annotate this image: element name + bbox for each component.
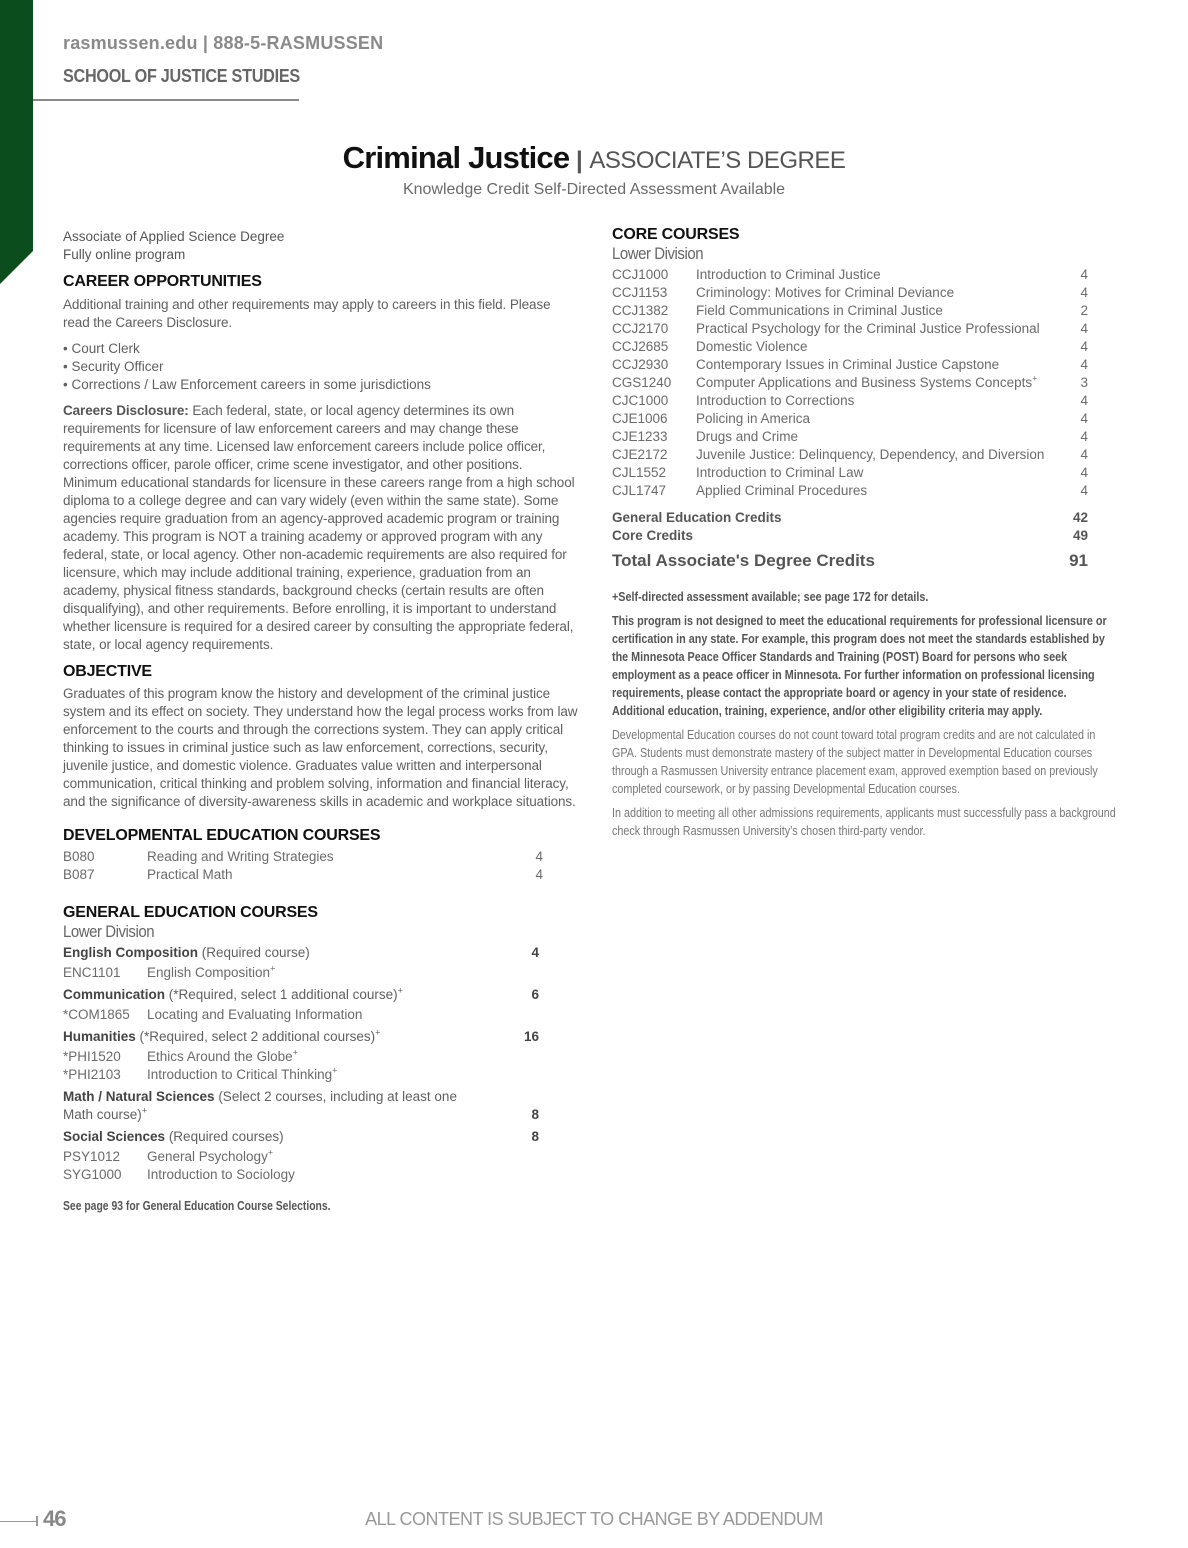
total-credits-label: Total Associate's Degree Credits [612,551,875,570]
core-credits-value: 49 [1072,528,1088,543]
course-row [63,1006,539,1024]
course-credits: 4 [1080,483,1088,498]
career-item: • Court Clerk [63,341,140,356]
course-credits: 4 [1080,411,1088,426]
course-name: Juvenile Justice: Delinquency, Dependency, and Diversion [696,447,1045,462]
course-code: SYG1000 [63,1167,122,1182]
gened-division: Lower Division [63,922,155,941]
title-separator: | [569,147,590,174]
footer-disclaimer: ALL CONTENT IS SUBJECT TO CHANGE BY ADDENDUM [365,1509,823,1529]
course-code: CJL1747 [612,483,667,498]
group-desc: (Required course) [198,945,310,960]
course-row [612,374,1088,392]
careers-disclosure [63,402,578,654]
disclosure-label: Careers Disclosure: [63,403,189,418]
self-directed-mark: + [397,985,403,996]
objective-text: Graduates of this program know the history and development of the criminal justice system and its effect on society. They understand how the legal process works from law enforcement to the courts and through the corrections system. They can apply critical thinking to issues in criminal justice such as law enforcement, corrections, security, juvenile justice, and domestic violence. Graduates value written and interpersonal communication, critical thinking and problem solving, information and financial literacy, and the significance of diversity-awareness skills in academic and workplace situations. [63,686,578,809]
course-code: CCJ2930 [612,357,669,372]
course-code: CJC1000 [612,393,669,408]
course-row [612,266,1088,284]
self-directed-mark: + [1032,373,1038,384]
course-name: Policing in America [696,411,811,426]
course-name: Domestic Violence [696,339,808,354]
credit-summary [612,509,1088,571]
course-name: Introduction to Criminal Justice [696,267,881,282]
course-row [612,464,1088,482]
group-desc: (*Required, select 1 additional course) [165,987,398,1002]
group-desc-cont: Math course) [63,1107,142,1122]
course-name: Computer Applications and Business Systems Concepts [696,375,1033,390]
course-name: Ethics Around the Globe [147,1049,293,1064]
course-name: Introduction to Corrections [696,393,855,408]
site-contact: rasmussen.edu | 888-5-RASMUSSEN [63,33,384,53]
career-item: • Security Officer [63,359,164,374]
course-credits: 4 [1080,357,1088,372]
gened-group-humanities [63,1028,539,1046]
course-name: Criminology: Motives for Criminal Deviance [696,285,955,300]
course-code: CJE1233 [612,429,668,444]
page-title [0,140,1188,176]
group-credits: 16 [523,1029,539,1044]
core-credits-label: Core Credits [612,528,694,543]
course-row [63,964,539,982]
course-name: Introduction to Criminal Law [696,465,864,480]
course-code: B080 [63,849,95,864]
background-check-note: In addition to meeting all other admissions requirements, applicants must successfully pass a background check through Rasmussen University’s chosen third-party vendor. [612,805,1116,838]
course-name: Contemporary Issues in Criminal Justice Capstone [696,357,1000,372]
delivery-mode: Fully online program [63,247,186,262]
group-desc: (Required courses) [165,1129,284,1144]
course-code: PSY1012 [63,1149,121,1164]
course-row [612,356,1088,374]
course-name: General Psychology [147,1149,268,1164]
group-name: Social Sciences [63,1129,166,1144]
objective-heading: OBJECTIVE [63,663,152,680]
course-row [612,338,1088,356]
course-credits: 2 [1080,303,1088,318]
course-row [63,1148,539,1166]
total-credits-value: 91 [1069,551,1088,570]
gened-groups [63,944,539,1184]
course-credits: 4 [535,867,543,882]
disclosure-text: Each federal, state, or local agency determines its own requirements for licensure of law enforcement careers and may change these requirements at any time. Licensed law enforcement careers include police officer, corrections officer, parole officer, crime scene investigator, and other positions. Minimum educational standards for licensure in these careers range from a high school diploma to a college degree and can vary widely (even within the same state). Some agencies require graduation from an agency-approved academic program or training academy. This program is NOT a training academy or approved program with any federal, state, or local agency. Other non-academic requirements are also required for licensure, which may include additional training, experience, graduation from an academy, physical fitness standards, background checks (certain results are often disqualifying), and other requirements. Before enrolling, it is important to understand whether licensure is required for a desired career by consulting the appropriate federal, state, or local agency requirements. [63,403,575,652]
right-column [612,226,1122,840]
course-row [612,446,1088,464]
course-row [612,320,1088,338]
career-item: • Corrections / Law Enforcement careers in some jurisdictions [63,377,431,392]
career-heading: CAREER OPPORTUNITIES [63,273,262,290]
group-name: Communication [63,987,166,1002]
course-code: CCJ2170 [612,321,669,336]
course-name: Locating and Evaluating Information [147,1007,363,1022]
course-code: *PHI2103 [63,1067,121,1082]
course-credits: 3 [1080,375,1088,390]
self-directed-mark: + [141,1105,148,1116]
header-divider [33,99,299,101]
career-intro: Additional training and other requirements may apply to careers in this field. Please read the Careers Disclosure. [63,297,551,330]
gened-heading: GENERAL EDUCATION COURSES [63,904,318,921]
left-column [63,228,578,1215]
gened-credits-row [612,509,1088,527]
course-row [612,284,1088,302]
core-credits-row [612,527,1088,545]
gened-group-communication [63,986,539,1004]
course-credits: 4 [1080,339,1088,354]
course-code: *COM1865 [63,1007,130,1022]
course-row [63,866,543,884]
course-credits: 4 [1080,285,1088,300]
group-desc: (*Required, select 2 additional courses) [135,1029,376,1044]
course-name: Drugs and Crime [696,429,799,444]
course-code: CCJ1382 [612,303,669,318]
group-name: Math / Natural Sciences [63,1089,215,1104]
course-code: *PHI1520 [63,1049,121,1064]
course-row [612,392,1088,410]
course-name: Introduction to Sociology [147,1167,295,1182]
course-credits: 4 [1080,393,1088,408]
course-row [612,482,1088,500]
course-code: ENC1101 [63,965,121,980]
core-course-list [612,266,1088,500]
course-name: Reading and Writing Strategies [147,849,334,864]
course-name: Applied Criminal Procedures [696,483,868,498]
gened-group-social [63,1128,539,1146]
group-credits: 6 [531,987,539,1002]
developmental-note: Developmental Education courses do not count toward total program credits and are not calculated in GPA. Students must demonstrate mastery of the subject matter in Developmental Education courses through a Rasmussen University entrance placement exam, approved exemption based on previously completed coursework, or by passing Developmental Education courses. [612,727,1098,796]
group-credits: 8 [531,1107,539,1122]
gened-credits-label: General Education Credits [612,510,782,525]
self-directed-note: +Self-directed assessment available; see page 172 for details. [612,589,929,604]
course-name: Field Communications in Criminal Justice [696,303,943,318]
group-name: Humanities [63,1029,136,1044]
course-row [612,410,1088,428]
course-name: Practical Psychology for the Criminal Justice Professional [696,321,1040,336]
course-code: CJE2172 [612,447,668,462]
program-title: Criminal Justice [342,140,570,175]
self-directed-mark: + [267,1147,274,1158]
course-row [63,1166,539,1184]
developmental-heading: DEVELOPMENTAL EDUCATION COURSES [63,827,381,844]
self-directed-mark: + [270,963,276,974]
course-credits: 4 [1080,447,1088,462]
self-directed-mark: + [332,1065,338,1076]
licensure-note: This program is not designed to meet the educational requirements for professional licensure or certification in any state. For example, this program does not meet the standards established by the Minnesota Peace Officer Standards and Training (POST) Board for persons who seek employment as a peace officer in Minnesota. For further information on professional licensing requirements, please contact the appropriate board or agency in your state of residence. Additional education, training, experience, and/or other eligibility criteria may apply. [612,613,1107,718]
course-credits: 4 [1080,429,1088,444]
group-desc: (Select 2 courses, including at least one [214,1089,457,1104]
course-code: B087 [63,867,95,882]
group-credits: 4 [531,945,539,960]
school-name: SCHOOL OF JUSTICE STUDIES [63,66,300,86]
course-row [612,428,1088,446]
course-credits: 4 [1080,465,1088,480]
page-subtitle: Knowledge Credit Self-Directed Assessment Available [402,181,786,198]
course-name: Practical Math [147,867,233,882]
course-code: CGS1240 [612,375,672,390]
course-name: Introduction to Critical Thinking [147,1067,333,1082]
degree-type-title: ASSOCIATE’S DEGREE [589,147,846,174]
total-credits-row [612,551,1088,571]
page-number: 46 [43,1506,66,1531]
course-code: CCJ1153 [612,285,668,300]
gened-credits-value: 42 [1072,510,1088,525]
core-division: Lower Division [612,244,704,263]
course-code: CCJ2685 [612,339,669,354]
gened-group-english [63,944,539,962]
self-directed-mark: + [292,1047,298,1058]
group-credits: 8 [531,1129,539,1144]
course-code: CJL1552 [612,465,667,480]
self-directed-mark: + [375,1027,381,1038]
degree-type: Associate of Applied Science Degree [63,229,285,244]
group-name: English Composition [63,945,198,960]
course-code: CCJ1000 [612,267,669,282]
career-list [63,340,578,394]
course-name: English Composition [147,965,271,980]
core-heading: CORE COURSES [612,226,740,243]
developmental-list [63,848,543,884]
gened-group-math-cont [63,1106,539,1124]
course-credits: 4 [1080,321,1088,336]
course-credits: 4 [535,849,543,864]
course-credits: 4 [1080,267,1088,282]
course-row [63,1066,539,1084]
gened-group-math [63,1088,539,1106]
course-code: CJE1006 [612,411,668,426]
gened-note: See page 93 for General Education Course Selections. [63,1199,331,1213]
course-row [63,848,543,866]
course-row [63,1048,539,1066]
course-row [612,302,1088,320]
